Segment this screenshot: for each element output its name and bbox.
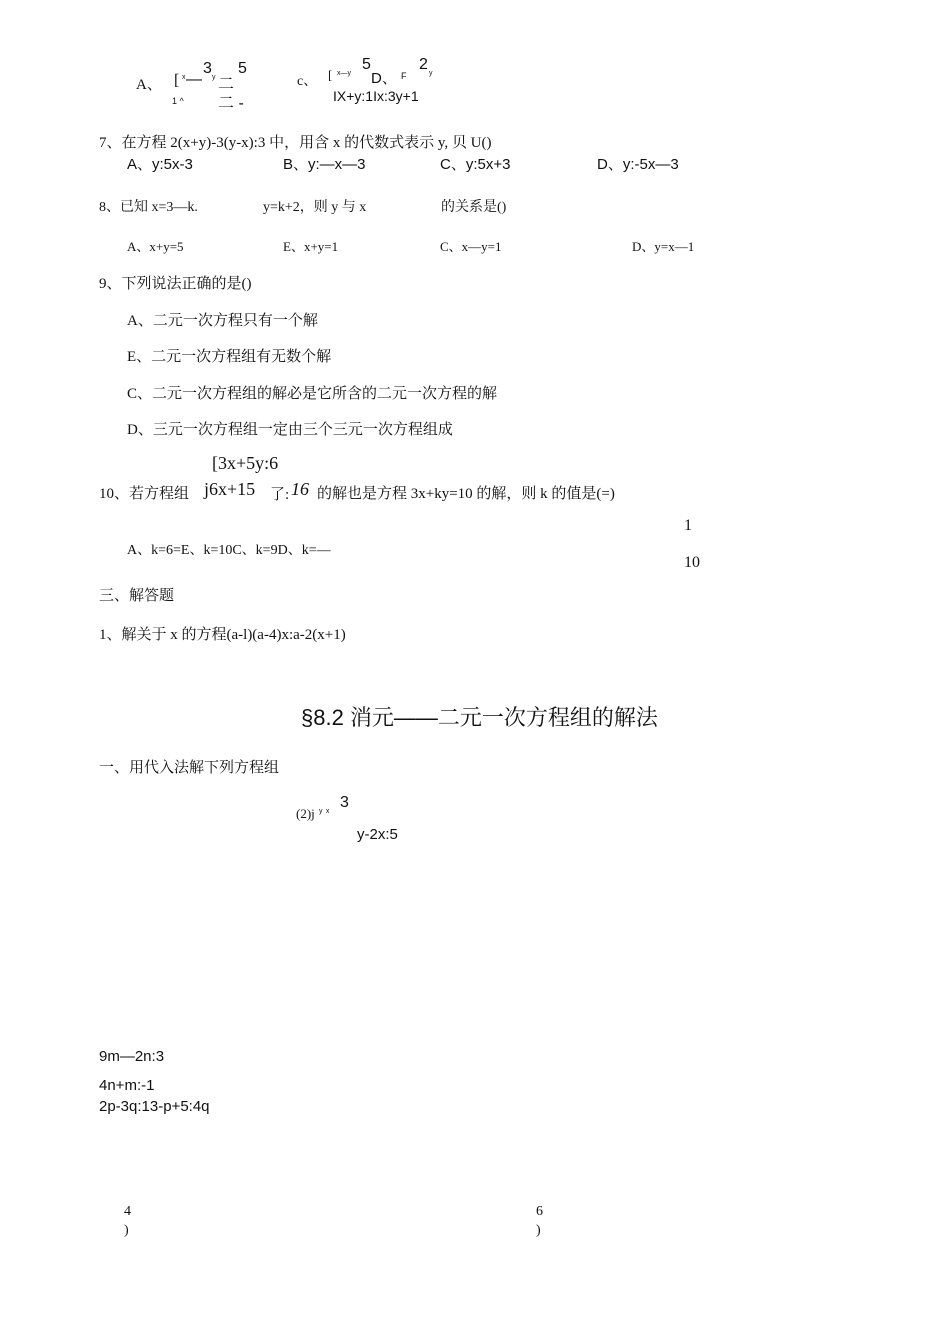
problem-6-paren: ) [536, 1223, 541, 1238]
q6-c-bracket: [ [328, 67, 333, 82]
q8-stem-part-3: 的关系是() [441, 200, 507, 215]
problem-4-number: 4 [124, 1204, 131, 1219]
q6-a-bracket: [ [174, 72, 180, 89]
q6-option-c-label: c、 [297, 74, 318, 89]
q6-c-small: x—y [337, 70, 353, 77]
q6-option-a-label: A、 [136, 77, 162, 93]
q9-option-b: E、二元一次方程组有无数个解 [127, 349, 332, 365]
q6-a-cut-left: 1 ^ [172, 96, 184, 106]
q6-a-num5: 5 [238, 60, 247, 77]
section-3-question-1: 1、解关于 x 的方程(a-l)(a-4)x:a-2(x+1) [99, 627, 346, 643]
q10-system-rhs: 16 [291, 479, 309, 499]
q6-c-second-line: IX+y:1Ix:3y+1 [333, 88, 419, 104]
q6-d-small-y: y [429, 70, 433, 77]
q6-a-num3: 3 [203, 60, 212, 77]
q10-options: A、k=6=E、k=10C、k=9D、k=— [127, 543, 331, 558]
q8-option-b: E、x+y=1 [283, 239, 339, 254]
q6-a-small-y: y [212, 74, 216, 81]
q10-stem-part-2: 了: [270, 487, 290, 503]
section-8-2-part-1-heading: 一、用代入法解下列方程组 [99, 760, 280, 776]
q10-stem-part-1: 10、若方程组 [99, 486, 190, 502]
q10-system-lower: j6x+15 [204, 479, 256, 499]
q7-option-c: C、y:5x+3 [440, 156, 511, 173]
q7-option-b: B、y:—x—3 [283, 156, 366, 173]
q10-fraction-numerator: 1 [684, 517, 692, 534]
q9-option-a: A、二元一次方程只有一个解 [127, 313, 318, 329]
equation-2-line-2: y-2x:5 [357, 826, 398, 843]
equation-4-line: 2p-3q:13-p+5:4q [99, 1098, 210, 1115]
section-8-2-title: §8.2 消元——二元一次方程组的解法 [301, 705, 658, 730]
q8-option-a: A、x+y=5 [127, 239, 184, 254]
q7-option-d: D、y:-5x—3 [597, 156, 679, 173]
q7-stem: 7、在方程 2(x+y)-3(y-x):3 中，用含 x 的代数式表示 y, 贝 U() [99, 135, 492, 151]
problem-6-number: 6 [536, 1204, 543, 1219]
equation-2-small: y x [319, 808, 331, 815]
problem-4-paren: ) [124, 1223, 129, 1238]
q6-c-num5: 5 [362, 56, 371, 73]
section-3-heading: 三、解答题 [99, 588, 175, 604]
q6-a-cut-eq: 二 - [218, 95, 244, 112]
q8-option-c: C、x—y=1 [440, 239, 502, 254]
q6-d-num2: 2 [419, 56, 428, 73]
q8-stem-part-1: 8、已知 x=3—k. [99, 200, 198, 215]
q8-option-d: D、y=x—1 [632, 239, 695, 254]
q6-option-d-label: D、 [371, 70, 397, 87]
q7-option-a: A、y:5x-3 [127, 156, 193, 173]
q9-stem: 9、下列说法正确的是() [99, 276, 252, 292]
q10-stem-part-3: 的解也是方程 3x+ky=10 的解，则 k 的值是(=) [317, 486, 615, 502]
equation-3-line-1: 9m—2n:3 [99, 1048, 165, 1065]
q6-a-small-x: x [182, 74, 186, 81]
q6-a-eq: 二 [218, 76, 235, 93]
q6-a-dash: — [186, 71, 202, 88]
q10-fraction-denominator: 10 [684, 554, 700, 571]
q10-system-upper: [3x+5y:6 [212, 453, 279, 473]
q9-option-c: C、二元一次方程组的解必是它所含的二元一次方程的解 [127, 386, 498, 402]
q8-stem-part-2: y=k+2，则 y 与 x [263, 200, 367, 215]
equation-2-number: 3 [340, 794, 349, 811]
equation-3-line-2: 4n+m:-1 [99, 1077, 155, 1094]
q9-option-d: D、三元一次方程组一定由三个三元一次方程组成 [127, 422, 453, 438]
q6-d-small-f: F [401, 71, 407, 81]
equation-2-label: (2)j [296, 806, 315, 821]
